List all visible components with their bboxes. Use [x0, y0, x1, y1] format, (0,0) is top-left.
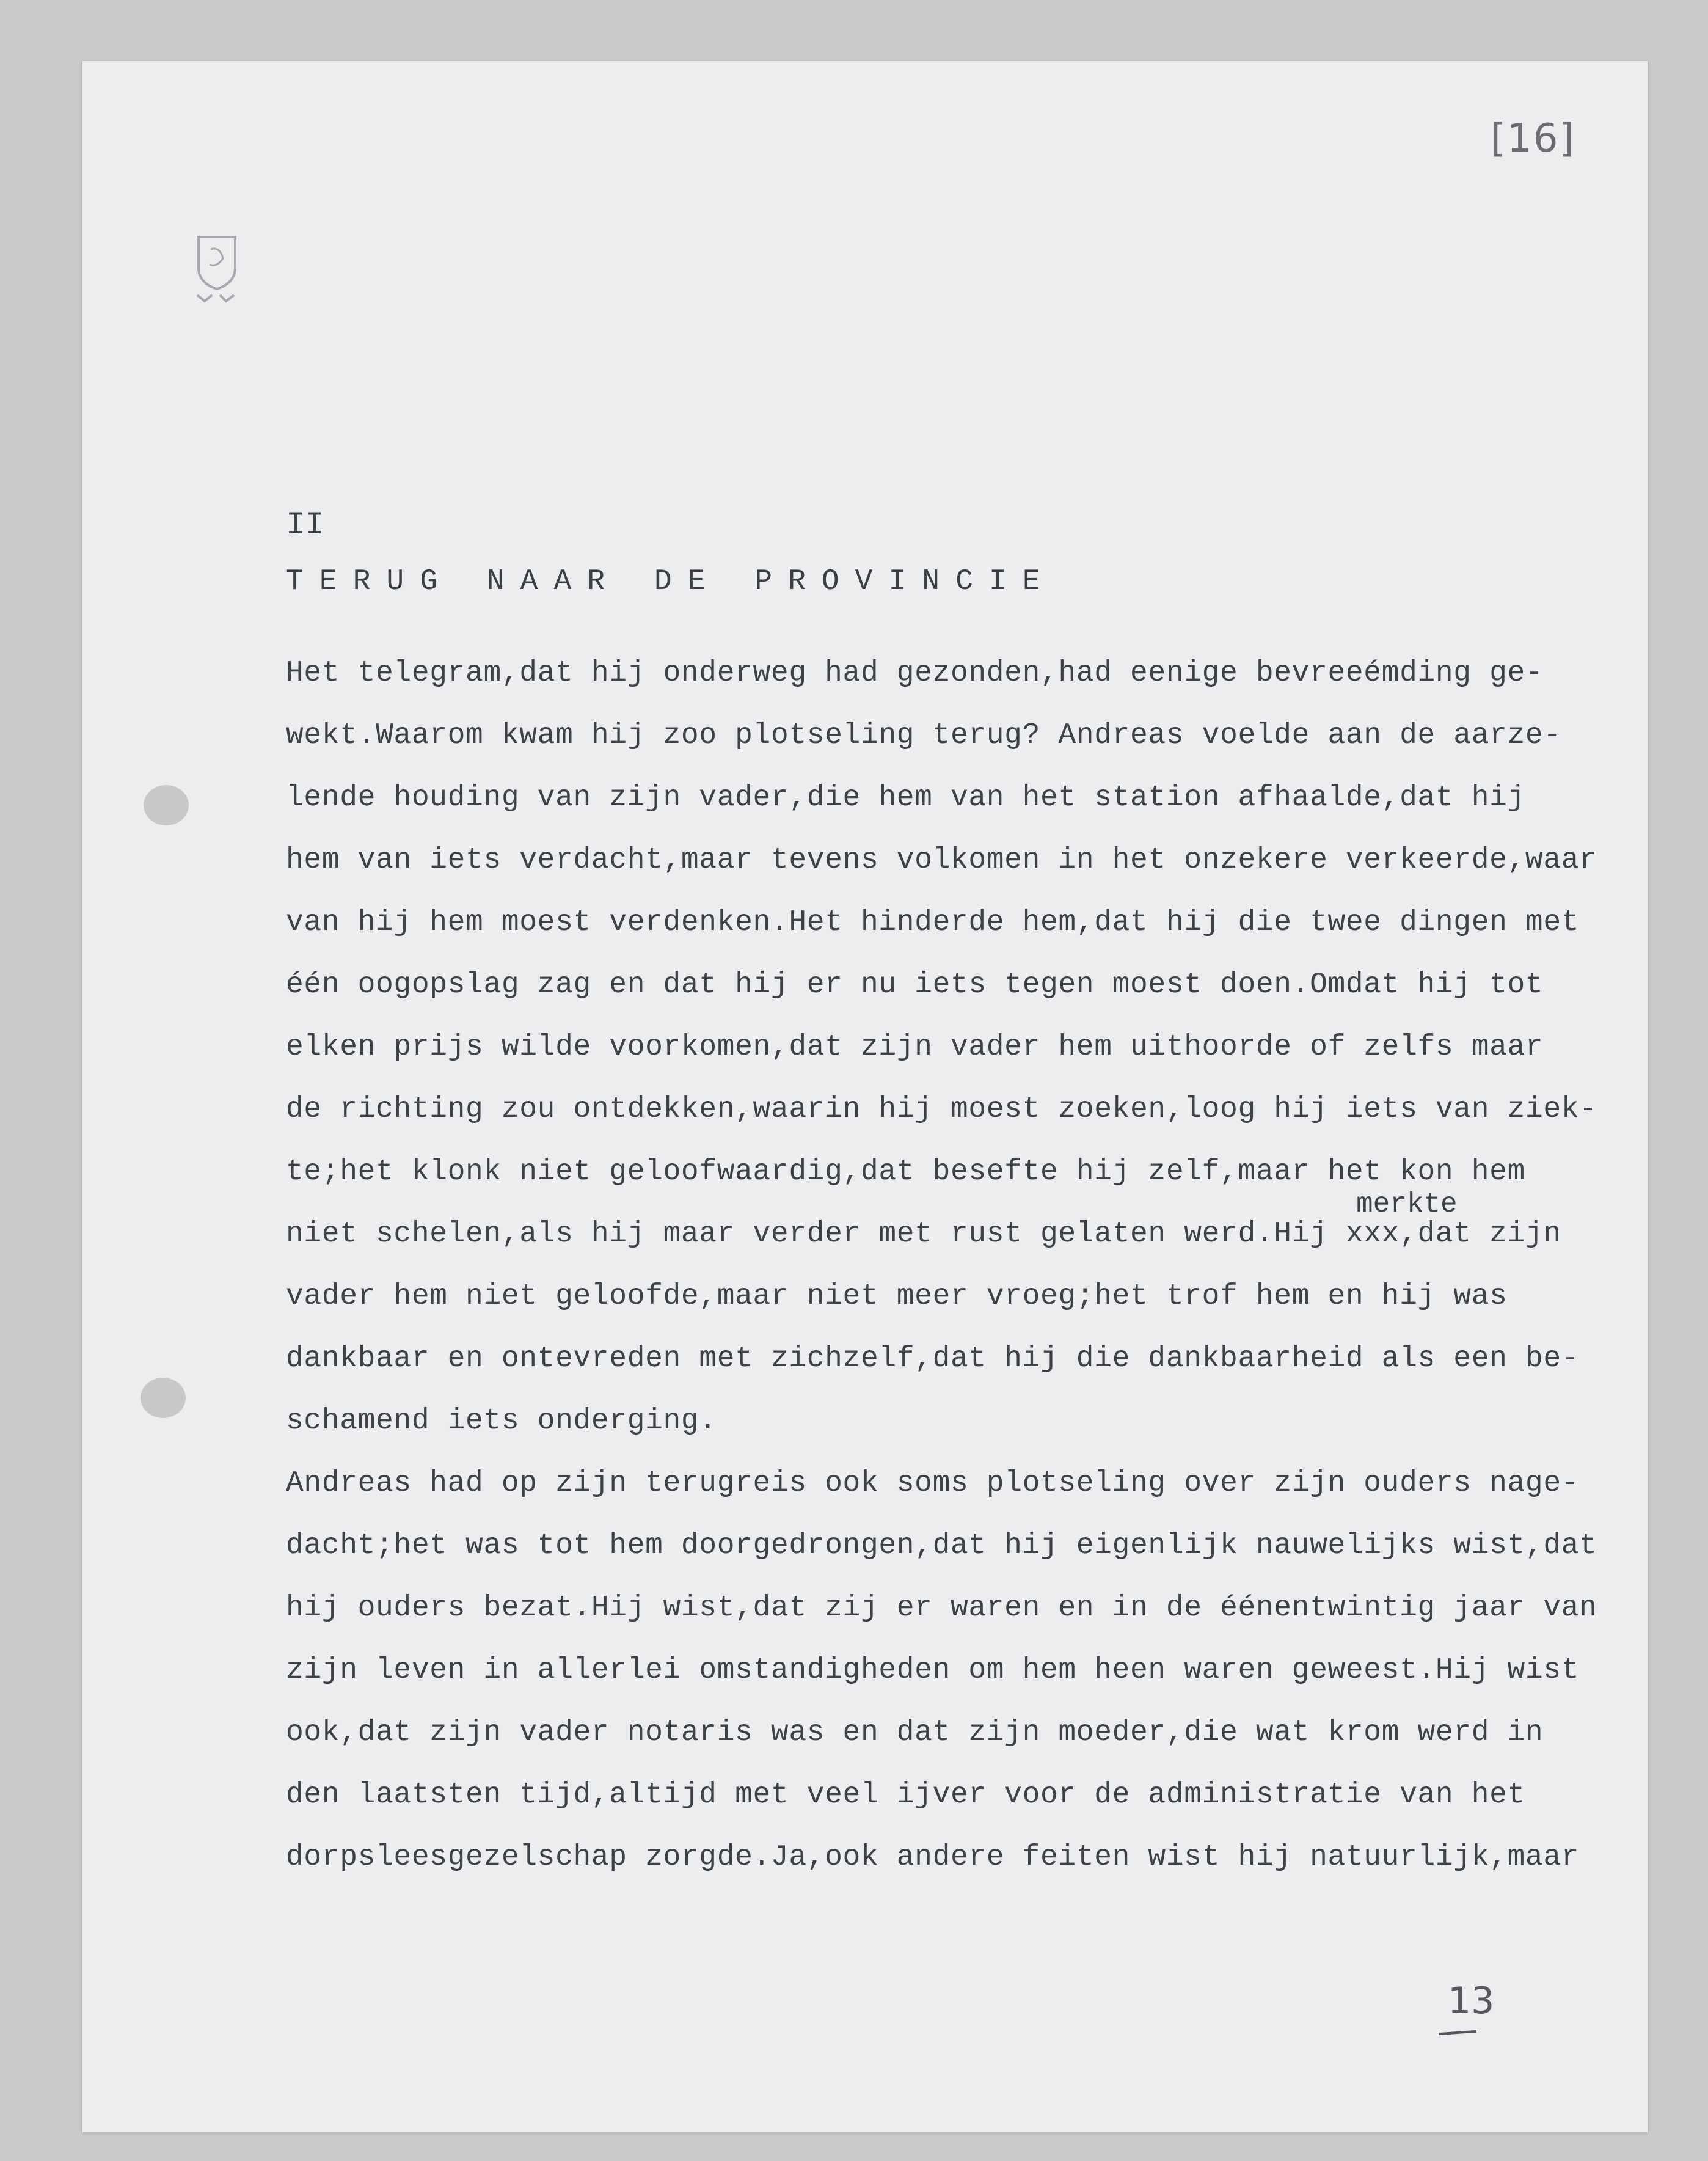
text-line: lende houding van zijn vader,die hem van het station afhaalde,dat hij: [286, 781, 1525, 814]
text-line: de richting zou ontdekken,waarin hij moest zoeken,loog hij iets van ziek-: [286, 1093, 1597, 1126]
text-line: van hij hem moest verdenken.Het hinderde hem,dat hij die twee dingen met: [286, 906, 1580, 939]
handtyped-insertion: merkte: [1356, 1188, 1458, 1220]
punch-hole-top: [144, 785, 189, 825]
text-line: niet schelen,als hij maar verder met rust gelaten werd.Hij xxx,dat zijn: [286, 1218, 1561, 1251]
text-line: te;het klonk niet geloofwaardig,dat besefte hij zelf,maar het kon hem: [286, 1155, 1525, 1188]
text-line: hij ouders bezat.Hij wist,dat zij er waren en in de éénentwintig jaar van: [286, 1592, 1597, 1625]
text-line: vader hem niet geloofde,maar niet meer vroeg;het trof hem en hij was: [286, 1280, 1508, 1313]
footer-page-mark: 13: [1448, 1980, 1495, 2022]
text-line: Andreas had op zijn terugreis ook soms plotseling over zijn ouders nage-: [286, 1467, 1580, 1500]
text-line: hem van iets verdacht,maar tevens volkomen in het onzekere verkeerde,waar: [286, 844, 1597, 877]
watermark-logo: [186, 231, 247, 304]
text-line: elken prijs wilde voorkomen,dat zijn vader hem uithoorde of zelfs maar: [286, 1031, 1544, 1064]
text-line: Het telegram,dat hij onderweg had gezonden,had eenige bevreeémding ge-: [286, 657, 1544, 690]
text-line: ook,dat zijn vader notaris was en dat zijn moeder,die wat krom werd in: [286, 1716, 1544, 1749]
text-line: den laatsten tijd,altijd met veel ijver voor de administratie van het: [286, 1779, 1525, 1812]
text-line: schamend iets onderging.: [286, 1405, 717, 1438]
chapter-title: TERUG NAAR DE PROVINCIE: [286, 565, 1056, 598]
text-line: dankbaar en ontevreden met zichzelf,dat hij die dankbaarheid als een be-: [286, 1342, 1580, 1375]
punch-hole-bottom: [141, 1378, 186, 1418]
text-line: zijn leven in allerlei omstandigheden om hem heen waren geweest.Hij wist: [286, 1654, 1580, 1687]
text-line: wekt.Waarom kwam hij zoo plotseling terug? Andreas voelde aan de aarze-: [286, 719, 1561, 752]
text-line: één oogopslag zag en dat hij er nu iets tegen moest doen.Omdat hij tot: [286, 968, 1544, 1001]
page-number: [16]: [1491, 116, 1576, 161]
text-line: dorpsleesgezelschap zorgde.Ja,ook andere feiten wist hij natuurlijk,maar: [286, 1841, 1580, 1874]
chapter-number: II: [286, 507, 324, 543]
text-line: dacht;het was tot hem doorgedrongen,dat hij eigenlijk nauwelijks wist,dat: [286, 1529, 1597, 1562]
